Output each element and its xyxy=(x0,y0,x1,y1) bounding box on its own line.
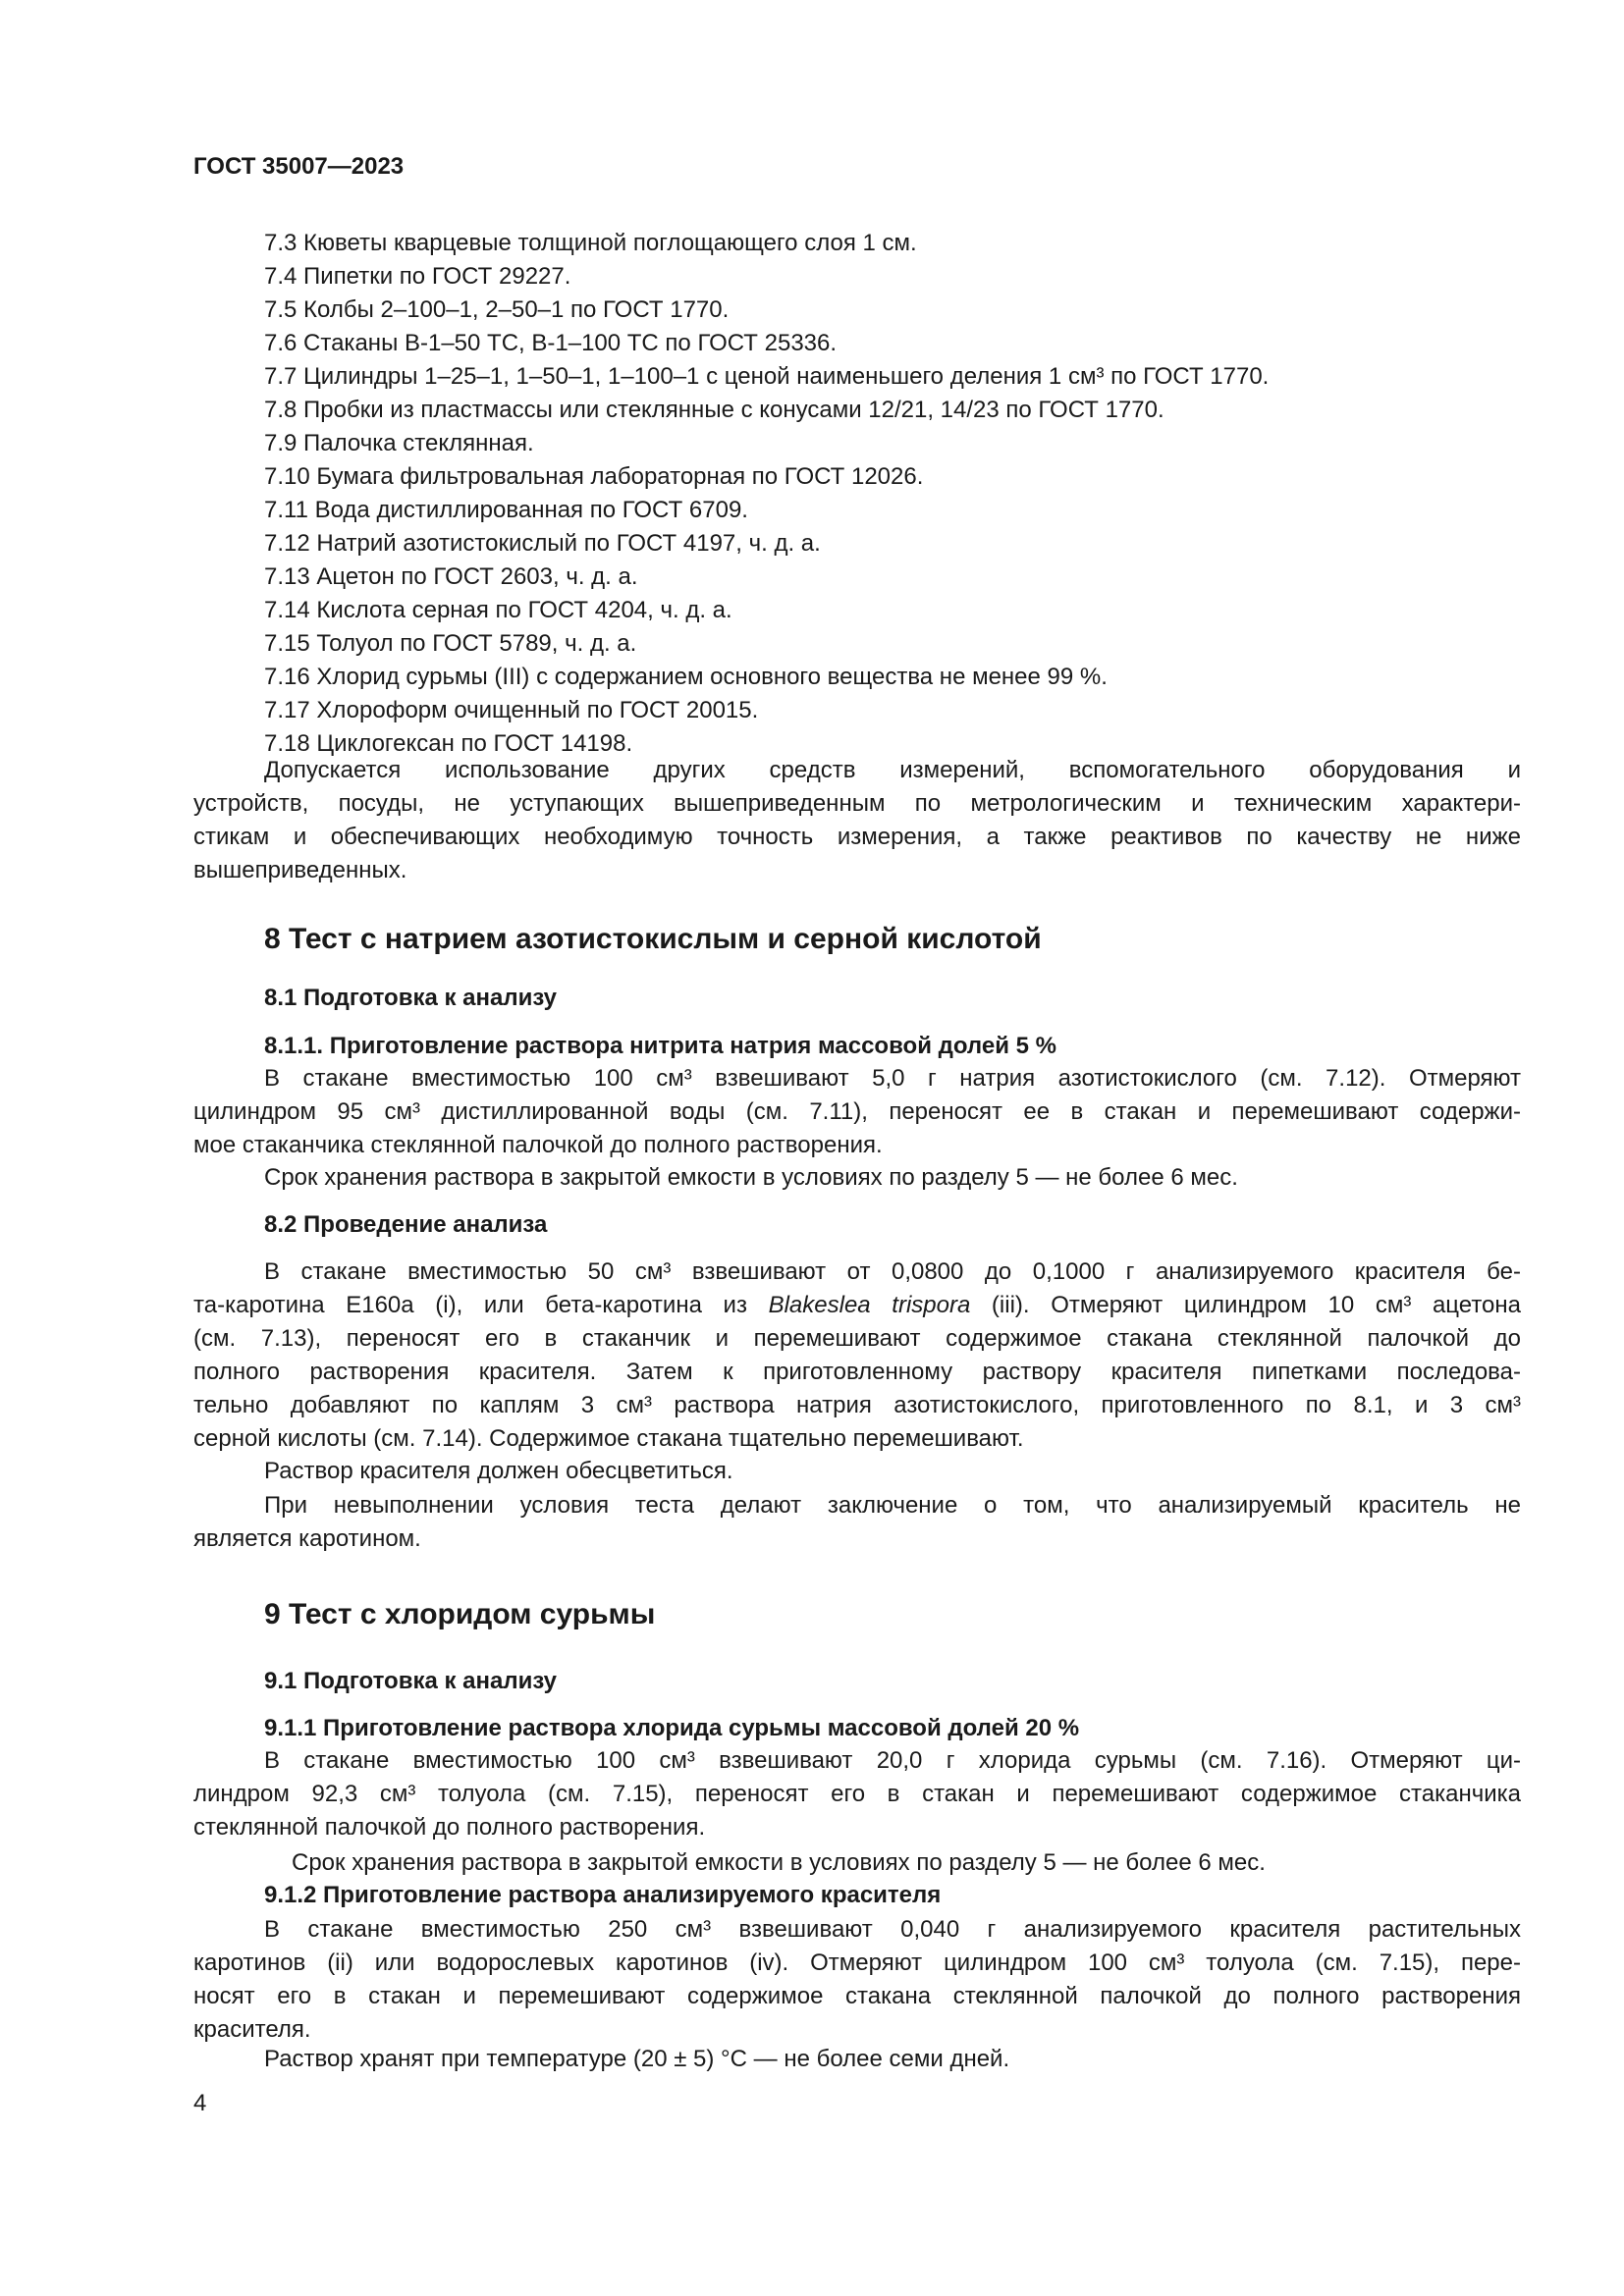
p912-line: красителя. xyxy=(193,2016,311,2043)
list_items-line: 7.13 Ацетон по ГОСТ 2603, ч. д. а. xyxy=(264,563,638,590)
p82-segment: (iii). Отмеряют цилиндром 10 см³ ацетона xyxy=(970,1292,1521,1318)
paragraph-9-1-1 xyxy=(193,1744,1521,1844)
subsection-9-1-heading: 9.1 Подготовка к анализу xyxy=(264,1668,558,1694)
subsection-8-1-1-heading: 8.1.1. Приготовление раствора нитрита натрия массовой долей 5 % xyxy=(264,1033,1056,1059)
section-8-heading: 8 Тест с натрием азотистокислым и серной кислотой xyxy=(264,923,1042,955)
list_items-line: 7.6 Стаканы В-1–50 ТС, В-1–100 ТС по ГОСТ 25336. xyxy=(264,330,838,356)
page-number: 4 xyxy=(193,2090,207,2116)
storage-note-9: Срок хранения раствора в закрытой емкости в условиях по разделу 5 — не более 6 мес. xyxy=(292,1849,1266,1876)
list_items-line: 7.7 Цилиндры 1–25–1, 1–50–1, 1–100–1 с ценой наименьшего деления 1 см³ по ГОСТ 1770. xyxy=(264,363,1270,390)
p912-line: каротинов (ii) или водорослевых каротинов (iv). Отмеряют цилиндром 100 см³ толуола (см. 7.15), пере- xyxy=(193,1949,1521,1976)
p912-line: носят его в стакан и перемешивают содержимое стакана стеклянной палочкой до полного растворения xyxy=(193,1983,1521,2009)
pri-line: является каротином. xyxy=(193,1525,421,1552)
conclusion-paragraph xyxy=(193,1489,1521,1556)
p811-line: цилиндром 95 см³ дистиллированной воды (см. 7.11), переносят ее в стакан и перемешивают содержи- xyxy=(193,1098,1521,1125)
p82-segment: (см. 7.13), переносят его в стаканчик и перемешивают содержимое стакана стеклянной палочкой до xyxy=(193,1325,1521,1352)
dop-line: устройств, посуды, не уступающих вышеприведенным по метрологическим и техническим характери- xyxy=(193,790,1521,817)
decolor-note: Раствор красителя должен обесцветиться. xyxy=(264,1458,733,1484)
storage-temperature-note: Раствор хранят при температуре (20 ± 5) °С — не более семи дней. xyxy=(264,2046,1010,2072)
dop-line: стикам и обеспечивающих необходимую точность измерения, а также реактивов по качеству не ниже xyxy=(193,824,1521,850)
p811-line: мое стаканчика стеклянной палочкой до полного растворения. xyxy=(193,1132,883,1158)
list_items-line: 7.10 Бумага фильтровальная лабораторная по ГОСТ 12026. xyxy=(264,463,924,490)
dop-line: Допускается использование других средств измерений, вспомогательного оборудования и xyxy=(264,757,1521,783)
paragraph-8-1-1 xyxy=(193,1062,1521,1162)
p82-segment: Blakeslea trispora xyxy=(768,1292,971,1318)
p82-segment: В стакане вместимостью 50 см³ взвешивают от 0,0800 до 0,1000 г анализируемого красителя бе- xyxy=(264,1258,1521,1285)
list_items-line: 7.15 Толуол по ГОСТ 5789, ч. д. а. xyxy=(264,630,637,657)
document-header: ГОСТ 35007—2023 xyxy=(193,153,405,180)
list_items-line: 7.8 Пробки из пластмассы или стеклянные с конусами 12/21, 14/23 по ГОСТ 1770. xyxy=(264,397,1164,423)
p82-segment: та-каротина E160a (i), или бета-каротина из xyxy=(193,1292,769,1318)
p82-line xyxy=(193,1356,1521,1389)
p82-line xyxy=(193,1389,1521,1422)
p912-line: В стакане вместимостью 250 см³ взвешивают 0,040 г анализируемого красителя растительных xyxy=(264,1916,1521,1943)
list_items-line: 7.11 Вода дистиллированная по ГОСТ 6709. xyxy=(264,497,748,523)
list_items-line: 7.18 Циклогексан по ГОСТ 14198. xyxy=(264,730,633,757)
p82-line xyxy=(193,1289,1521,1322)
storage-note-8: Срок хранения раствора в закрытой емкости в условиях по разделу 5 — не более 6 мес. xyxy=(264,1164,1238,1191)
subsection-9-1-2-heading: 9.1.2 Приготовление раствора анализируемого красителя xyxy=(264,1882,942,1908)
section-9-heading: 9 Тест с хлоридом сурьмы xyxy=(264,1598,656,1630)
subsection-8-2-heading: 8.2 Проведение анализа xyxy=(264,1211,548,1238)
p82-segment: серной кислоты (см. 7.14). Содержимое стакана тщательно перемешивают. xyxy=(193,1425,1024,1452)
list_items-line: 7.3 Кюветы кварцевые толщиной поглощающего слоя 1 см. xyxy=(264,230,917,256)
p82-line xyxy=(193,1322,1521,1356)
list_items-line: 7.14 Кислота серная по ГОСТ 4204, ч. д. а. xyxy=(264,597,732,623)
subsection-9-1-1-heading: 9.1.1 Приготовление раствора хлорида сурьмы массовой долей 20 % xyxy=(264,1715,1080,1741)
paragraph-8-2 xyxy=(193,1255,1521,1456)
p82-segment: полного растворения красителя. Затем к приготовленному раствору красителя пипетками последова- xyxy=(193,1359,1521,1385)
list_items-line: 7.16 Хлорид сурьмы (III) с содержанием основного вещества не менее 99 %. xyxy=(264,664,1108,690)
pri-line: При невыполнении условия теста делают заключение о том, что анализируемый краситель не xyxy=(264,1492,1521,1519)
list_items-line: 7.17 Хлороформ очищенный по ГОСТ 20015. xyxy=(264,697,759,723)
p82-line xyxy=(193,1255,1521,1289)
dop-line: вышеприведенных. xyxy=(193,857,407,883)
list_items-line: 7.12 Натрий азотистокислый по ГОСТ 4197, ч. д. а. xyxy=(264,530,821,557)
allowance-paragraph xyxy=(193,754,1521,887)
p82-line xyxy=(193,1422,1521,1456)
equipment-list xyxy=(264,227,1521,761)
p82-segment: тельно добавляют по каплям 3 см³ раствора натрия азотистокислого, приготовленного по 8.1, и 3 см³ xyxy=(193,1392,1521,1418)
p911-line: В стакане вместимостью 100 см³ взвешивают 20,0 г хлорида сурьмы (см. 7.16). Отмеряют ци- xyxy=(264,1747,1521,1774)
list_items-line: 7.5 Колбы 2–100–1, 2–50–1 по ГОСТ 1770. xyxy=(264,296,730,323)
p811-line: В стакане вместимостью 100 см³ взвешивают 5,0 г натрия азотистокислого (см. 7.12). Отмеряют xyxy=(264,1065,1521,1092)
p911-line: линдром 92,3 см³ толуола (см. 7.15), переносят его в стакан и перемешивают содержимое стаканчика xyxy=(193,1781,1521,1807)
list_items-line: 7.9 Палочка стеклянная. xyxy=(264,430,534,456)
paragraph-9-1-2 xyxy=(193,1913,1521,2047)
p911-line: стеклянной палочкой до полного растворения. xyxy=(193,1814,706,1841)
subsection-8-1-heading: 8.1 Подготовка к анализу xyxy=(264,985,558,1011)
list_items-line: 7.4 Пипетки по ГОСТ 29227. xyxy=(264,263,571,290)
